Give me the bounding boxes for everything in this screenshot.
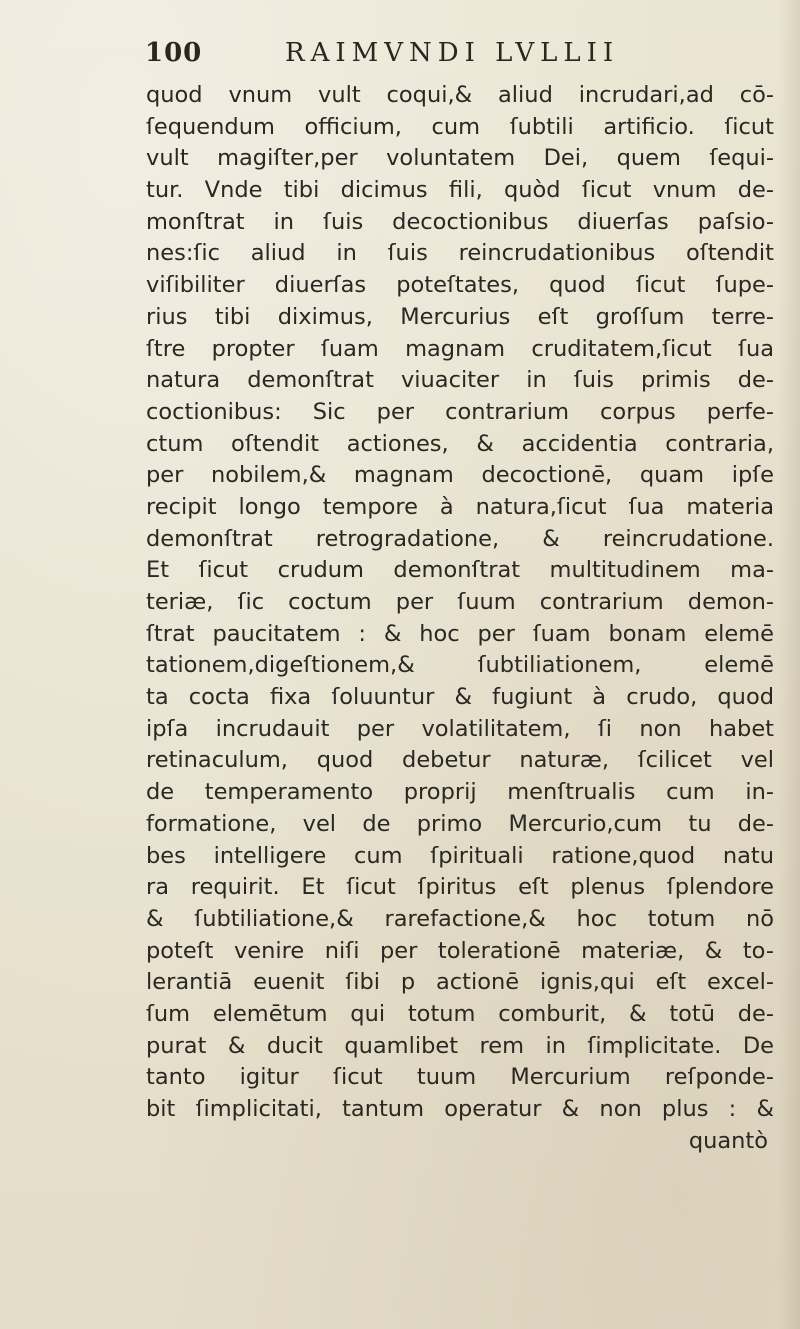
text-line: ra requirit. Et ſicut ſpiritus eſt plenus ſplendore: [146, 874, 774, 901]
text-line: ta cocta fixa ſoluuntur & fugiunt à crudo, quod: [146, 684, 774, 711]
text-line: per nobilem,& magnam decoctionē, quam ipſe: [146, 462, 774, 489]
text-line: monſtrat in ſuis decoctionibus diuerſas paſsio-: [146, 208, 774, 235]
text-line: lerantiā euenit ſibi p actionē ignis,qui eſt excel-: [146, 969, 774, 996]
body-text: [146, 80, 774, 1157]
text-line: teriæ, ſic coctum per ſuum contrarium demon-: [146, 589, 774, 615]
text-line: tur. Vnde tibi dicimus fili, quòd ſicut vnum de-: [146, 177, 774, 204]
text-line: Et ſicut crudum demonſtrat multitudinem ma-: [146, 557, 774, 584]
text-line: viſibiliter diuerſas poteſtates, quod ſicut ſupe-: [146, 272, 774, 299]
text-line: quod vnum vult coqui,& aliud incrudari,ad cō-: [146, 82, 774, 108]
text-line: ſum elemētum qui totum comburit, & totū de-: [146, 1000, 774, 1027]
page-header: [145, 38, 665, 78]
page-number: 100: [145, 38, 203, 68]
text-line: nes:ſic aliud in ſuis reincrudationibus oſtendit: [146, 240, 774, 267]
text-line: vult magiſter,per voluntatem Dei, quem ſequi-: [146, 145, 774, 172]
page-edge-shadow: [778, 0, 800, 1329]
text-line: demonſtrat retrogradatione, & reincrudatione.: [146, 525, 774, 552]
text-line: purat & ducit quamlibet rem in ſimplicitate. De: [146, 1032, 774, 1059]
text-line: ipſa incrudauit per volatilitatem, ſi non habet: [146, 715, 774, 742]
text-line: ſtre propter ſuam magnam cruditatem,ſicut ſua: [146, 335, 774, 362]
text-line: bit ſimplicitati, tantum operatur & non plus : &: [146, 1096, 774, 1122]
text-line: rius tibi diximus, Mercurius eſt groſſum terre-: [146, 303, 774, 330]
text-line: ctum oſtendit actiones, & accidentia contraria,: [146, 430, 774, 457]
text-line: formatione, vel de primo Mercurio,cum tu de-: [146, 810, 774, 837]
text-line: poteſt venire niſi per tolerationē materiæ, & to-: [146, 937, 774, 964]
text-line: de temperamento proprij menſtrualis cum in-: [146, 779, 774, 806]
text-line: bes intelligere cum ſpirituali ratione,quod natu: [146, 842, 774, 869]
catchword: quantò: [688, 1127, 768, 1154]
text-line: tanto igitur ſicut tuum Mercurium reſponde-: [146, 1064, 774, 1091]
text-line: coctionibus: Sic per contrarium corpus perfe-: [146, 398, 774, 425]
text-line: retinaculum, quod debetur naturæ, ſcilicet vel: [146, 747, 774, 774]
text-line: & ſubtiliatione,& rarefactione,& hoc totum nō: [146, 905, 774, 932]
text-line: recipit longo tempore à natura,ſicut ſua materia: [146, 493, 774, 520]
text-line: tationem,digeſtionem,& ſubtiliationem, elemē: [146, 652, 774, 679]
text-line: ſequendum officium, cum ſubtili artificio. ſicut: [146, 113, 774, 140]
text-line: ſtrat paucitatem : & hoc per ſuam bonam elemē: [146, 620, 774, 647]
running-head: RAIMVNDI LVLLII: [285, 38, 620, 68]
text-line: natura demonſtrat viuaciter in ſuis primis de-: [146, 367, 774, 394]
